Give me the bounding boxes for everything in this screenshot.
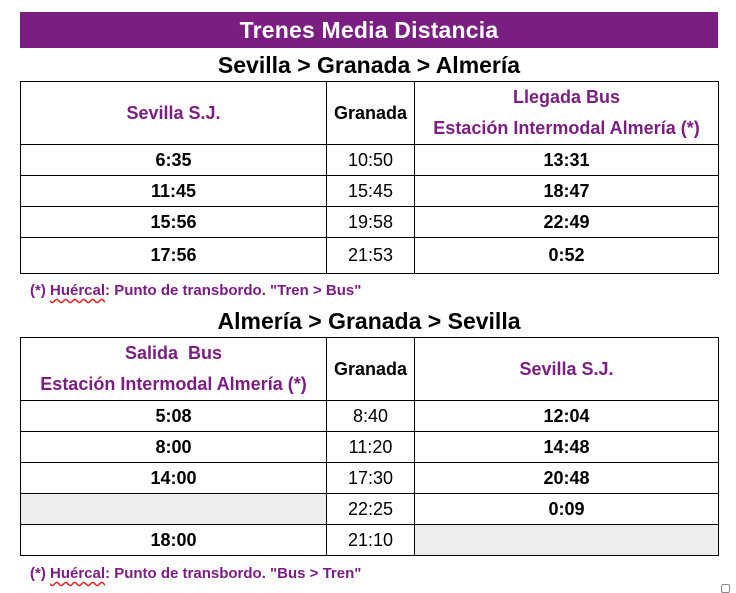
arrival-time: 22:49 <box>415 207 719 238</box>
granada-time: 17:30 <box>327 463 415 494</box>
return-note <box>30 565 361 582</box>
departure-time: 6:35 <box>21 145 327 176</box>
departure-time: 15:56 <box>21 207 327 238</box>
table-row <box>21 525 719 556</box>
granada-time: 11:20 <box>327 432 415 463</box>
return-route-title: Almería > Granada > Sevilla <box>217 308 521 334</box>
arrival-time: 12:04 <box>415 401 719 432</box>
arrival-time: 13:31 <box>415 145 719 176</box>
table-row <box>21 238 719 274</box>
outbound-header-arrival-line1: Llegada Bus <box>512 87 621 107</box>
departure-time: 8:00 <box>21 432 327 463</box>
arrival-time: 20:48 <box>415 463 719 494</box>
return-header-departure-line2: Estación Intermodal Almería (*) <box>40 374 307 394</box>
return-header-departure <box>21 338 327 401</box>
return-header-row <box>21 338 719 401</box>
granada-time: 21:10 <box>327 525 415 556</box>
granada-time: 21:53 <box>327 238 415 274</box>
banner-title: Trenes Media Distancia <box>20 12 718 48</box>
table-row <box>21 176 719 207</box>
outbound-timetable <box>20 81 719 274</box>
table-row <box>21 432 719 463</box>
departure-time: 14:00 <box>21 463 327 494</box>
arrival-time: 0:09 <box>415 494 719 525</box>
granada-time: 15:45 <box>327 176 415 207</box>
note-text: : Punto de transbordo. "Tren > Bus" <box>105 282 362 299</box>
note-place: Huércal <box>50 565 106 582</box>
granada-time: 22:25 <box>327 494 415 525</box>
granada-time: 19:58 <box>327 207 415 238</box>
table-row <box>21 207 719 238</box>
note-prefix: (*) <box>30 282 50 299</box>
outbound-header-row <box>21 82 719 145</box>
departure-time: 17:56 <box>21 238 327 274</box>
departure-time: 18:00 <box>21 525 327 556</box>
granada-time: 10:50 <box>327 145 415 176</box>
departure-time-empty <box>21 494 327 525</box>
arrival-time: 14:48 <box>415 432 719 463</box>
outbound-header-origin: Sevilla S.J. <box>21 82 327 145</box>
return-header-granada: Granada <box>327 338 415 401</box>
departure-time: 11:45 <box>21 176 327 207</box>
arrival-time: 0:52 <box>415 238 719 274</box>
arrival-time-empty <box>415 525 719 556</box>
outbound-header-arrival-line2: Estación Intermodal Almería (*) <box>433 118 700 138</box>
return-timetable <box>20 337 719 556</box>
table-row <box>21 401 719 432</box>
return-header-departure-line1: Salida Bus <box>124 343 223 363</box>
table-row <box>21 463 719 494</box>
table-row <box>21 494 719 525</box>
return-header-destination: Sevilla S.J. <box>415 338 719 401</box>
arrival-time: 18:47 <box>415 176 719 207</box>
outbound-header-granada: Granada <box>327 82 415 145</box>
table-row <box>21 145 719 176</box>
note-prefix: (*) <box>30 565 50 582</box>
departure-time: 5:08 <box>21 401 327 432</box>
outbound-header-arrival <box>415 82 719 145</box>
granada-time: 8:40 <box>327 401 415 432</box>
outbound-note <box>30 282 361 299</box>
note-text: : Punto de transbordo. "Bus > Tren" <box>105 565 362 582</box>
note-place: Huércal <box>50 282 106 299</box>
outbound-route-title: Sevilla > Granada > Almería <box>217 52 521 78</box>
